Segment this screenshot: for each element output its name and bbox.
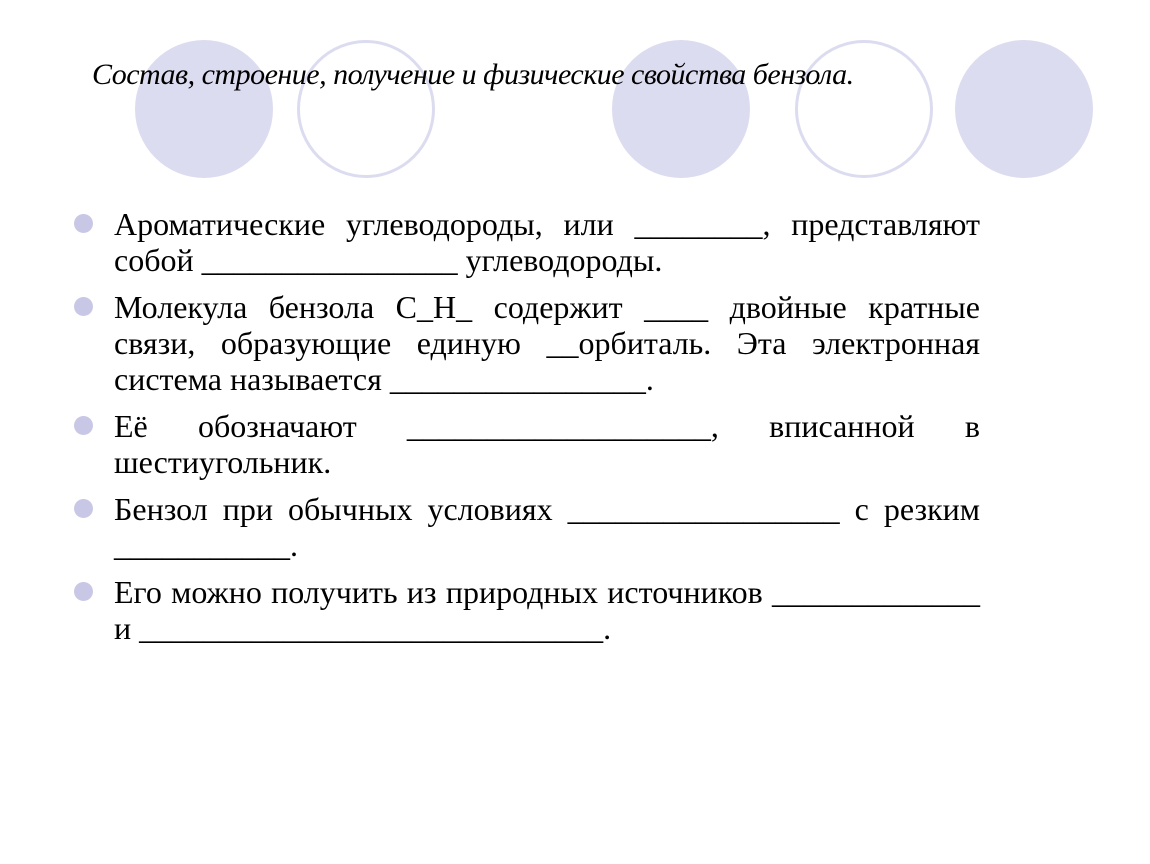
bullet-text: Бензол при обычных условиях _________________ с резким ___________. xyxy=(114,491,980,563)
bullet-dot-icon xyxy=(74,214,93,233)
bullet-item xyxy=(72,408,980,480)
decor-circle-filled-3 xyxy=(955,40,1093,178)
bullet-list xyxy=(72,206,980,657)
bullet-dot-icon xyxy=(74,582,93,601)
bullet-dot-icon xyxy=(74,297,93,316)
bullet-text: Его можно получить из природных источников _____________ и _____________________________. xyxy=(114,574,980,646)
bullet-item xyxy=(72,574,980,646)
bullet-item xyxy=(72,289,980,397)
slide-title: Состав, строение, получение и физические свойства бензола. xyxy=(92,58,854,91)
bullet-text: Её обозначают ___________________, вписанной в шестиугольник. xyxy=(114,408,980,480)
bullet-text: Молекула бензола C_H_ содержит ____ двойные кратные связи, образующие единую __орбиталь. Эта электронная система называется ________________. xyxy=(114,289,980,397)
bullet-dot-icon xyxy=(74,499,93,518)
bullet-item xyxy=(72,206,980,278)
bullet-item xyxy=(72,491,980,563)
bullet-dot-icon xyxy=(74,416,93,435)
bullet-text: Ароматические углеводороды, или ________, представляют собой ________________ углеводороды. xyxy=(114,206,980,278)
